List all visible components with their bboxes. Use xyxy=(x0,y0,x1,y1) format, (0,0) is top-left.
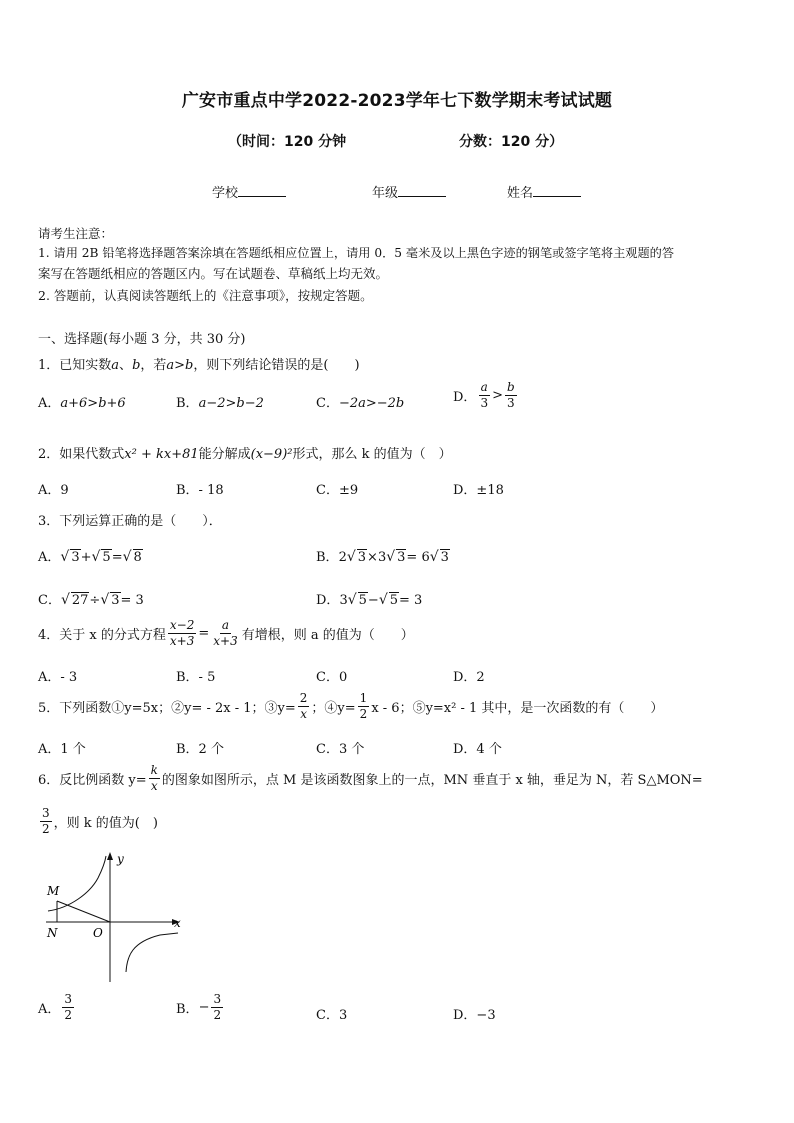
question-1-option-b: B．a−2>b−2 xyxy=(176,396,264,411)
section-heading: 一、选择题(每小题 3 分，共 30 分) xyxy=(38,332,246,347)
hyperbola-branch-lower-right xyxy=(126,933,178,972)
question-2-stem: 2．如果代数式x² + kx+81能分解成(x−9)²形式，那么 k 的值为（ ） xyxy=(38,447,452,462)
name-blank xyxy=(533,184,581,197)
question-4-option-d: D．2 xyxy=(453,670,485,685)
question-3-option-a: A．√ 3+√ 5=√ 8 xyxy=(38,549,142,565)
question-4-option-b: B．- 5 xyxy=(176,670,216,685)
question-5-option-b: B．2 个 xyxy=(176,742,224,757)
question-5-option-c: C．3 个 xyxy=(316,742,365,757)
question-6-option-b: B．− $\frac{3}{2}$ xyxy=(176,992,222,1022)
question-6-stem-line-2: $\frac{3}{2}$ ，则 k 的值为( ) xyxy=(42,806,158,836)
grade-field xyxy=(372,182,446,201)
label-n: N xyxy=(47,926,58,940)
question-3-option-d: D．3√ 5−√ 5= 3 xyxy=(316,592,423,608)
question-1-option-c: C．−2a>−2b xyxy=(316,396,405,411)
question-2-option-c: C．±9 xyxy=(316,483,359,498)
notice-item-2: 2. 答题前，认真阅读答题纸上的《注意事项》，按规定答题。 xyxy=(38,288,373,303)
question-3-stem: 3．下列运算正确的是（ ）． xyxy=(38,514,222,529)
question-1-option-a: A．a+6>b+6 xyxy=(38,396,126,411)
time-limit: （时间：120 分钟 xyxy=(228,134,347,150)
question-1-stem: 1．已知实数a、b，若a>b，则下列结论错误的是( ) xyxy=(38,358,360,373)
question-6-stem-line-1: 6．反比例函数 y= $\frac{k}{x}$ 的图象如图所示，点 M 是该函数图象上的一点，MN 垂直于 x 轴，垂足为 N，若 S△MON= xyxy=(38,763,703,793)
question-5-option-a: A．1 个 xyxy=(38,742,86,757)
hyperbola-graph xyxy=(40,848,190,988)
y-axis-arrow xyxy=(107,852,113,860)
label-y: y xyxy=(117,852,124,866)
name-label: 姓名 xyxy=(507,186,534,201)
grade-blank xyxy=(398,184,446,197)
question-4-option-c: C．0 xyxy=(316,670,348,685)
question-3-option-c: C．√ 27÷√ 3= 3 xyxy=(38,592,144,608)
segment-mo xyxy=(57,901,110,922)
question-6-option-d: D．−3 xyxy=(453,1008,496,1023)
notice-item-1b: 案写在答题纸相应的答题区内。写在试题卷、草稿纸上均无效。 xyxy=(38,266,389,281)
question-6-option-c: C．3 xyxy=(316,1008,348,1023)
question-5-stem: 5．下列函数①y=5x；②y= - 2x - 1；③y= $\frac{2}{x}$ ；④y= $\frac{1}{2}$ x - 6；⑤y=x² - 1 其中，是一次函数的有（ ） xyxy=(38,691,664,721)
label-m: M xyxy=(47,884,60,898)
question-4-stem: 4．关于 x 的分式方程 $\frac{x-2}{x+3}$ = $\frac{a}{x+3}$ 有增根，则 a 的值为（ ） xyxy=(38,618,414,648)
question-3-option-b: B．2√ 3×3√ 3= 6√ 3 xyxy=(316,549,449,565)
name-field xyxy=(507,182,581,201)
school-field xyxy=(212,182,286,201)
label-o: O xyxy=(93,926,103,940)
label-x: x xyxy=(174,916,181,930)
question-4-option-a: A．- 3 xyxy=(38,670,78,685)
question-2-option-a: A．9 xyxy=(38,483,69,498)
school-blank xyxy=(238,184,286,197)
total-score: 分数：120 分） xyxy=(459,134,564,150)
notice-item-1a: 1. 请用 2B 铅笔将选择题答案涂填在答题纸相应位置上，请用 0．5 毫米及以上黑色字迹的钢笔或签字笔将主观题的答 xyxy=(38,246,675,260)
school-label: 学校 xyxy=(212,186,239,201)
question-2-option-b: B．- 18 xyxy=(176,483,224,498)
question-5-option-d: D．4 个 xyxy=(453,742,502,757)
question-6-option-a: A． $\frac{3}{2}$ xyxy=(38,992,73,1022)
notice-heading: 请考生注意： xyxy=(38,226,114,241)
question-2-option-d: D．±18 xyxy=(453,483,504,498)
grade-label: 年级 xyxy=(372,186,399,201)
exam-title: 广安市重点中学2022-2023学年七下数学期末考试试题 xyxy=(181,91,613,111)
question-1-option-d: D． $\frac{a}{3}$ > $\frac{b}{3}$ xyxy=(453,380,515,410)
